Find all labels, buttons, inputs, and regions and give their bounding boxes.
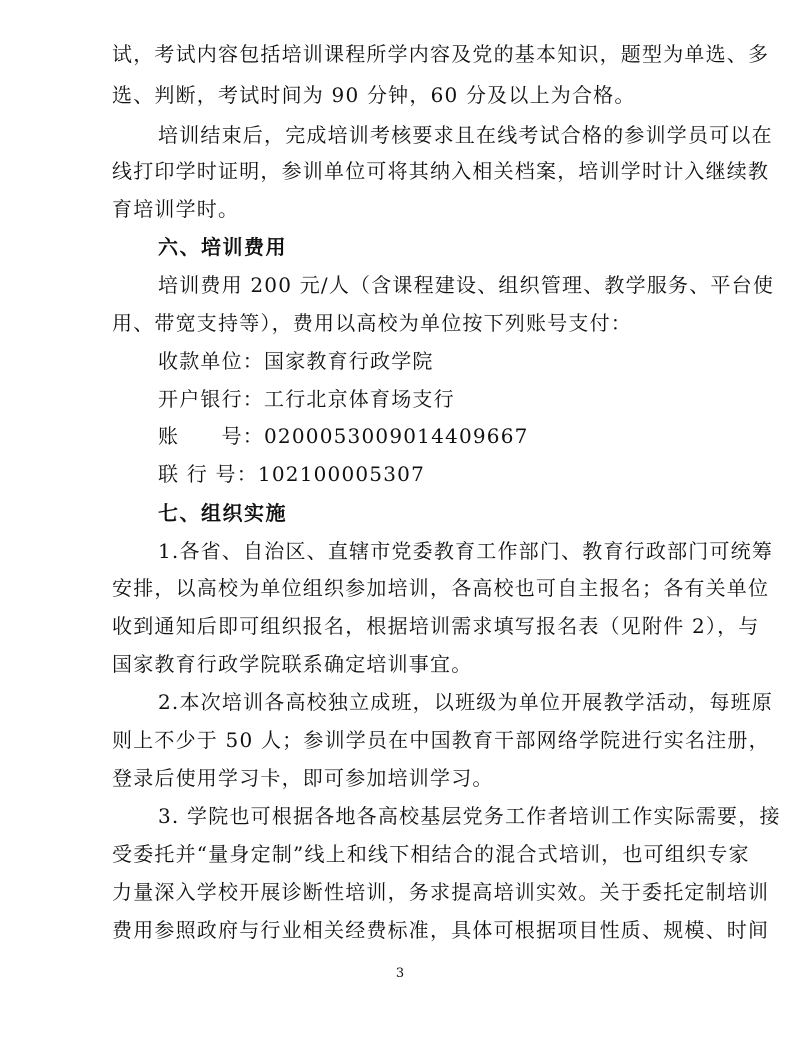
text-line: 用、带宽支持等），费用以高校为单位按下列账号支付： bbox=[112, 311, 632, 335]
paragraph-start-line: 2.本次培训各高校独立成班，以班级为单位开展教学活动，每班原 bbox=[158, 690, 774, 714]
text-line: 育培训学时。 bbox=[112, 197, 240, 221]
text-line: 线打印学时证明，参训单位可将其纳入相关档案，培训学时计入继续教 bbox=[112, 159, 770, 183]
text-line: 选、判断，考试时间为 90 分钟，60 分及以上为合格。 bbox=[112, 83, 636, 107]
text-line: 登录后使用学习卡，即可参加培训学习。 bbox=[112, 766, 494, 790]
text-line: 力量深入学校开展诊断性培训，务求提高培训实效。关于委托定制培训 bbox=[112, 880, 770, 904]
paragraph-start-line: 培训结束后，完成培训考核要求且在线考试合格的参训学员可以在 bbox=[158, 123, 773, 147]
payee-line: 收款单位：国家教育行政学院 bbox=[158, 349, 434, 373]
paragraph-start-line: 培训费用 200 元/人（含课程建设、组织管理、教学服务、平台使 bbox=[158, 273, 775, 297]
bank-code-line: 联 行 号：102100005307 bbox=[158, 462, 426, 486]
text-line: 国家教育行政学院联系确定培训事宜。 bbox=[112, 652, 473, 676]
text-line: 受委托并“量身定制”线上和线下相结合的混合式培训，也可组织专家 bbox=[112, 842, 750, 866]
text-line: 费用参照政府与行业相关经费标准，具体可根据项目性质、规模、时间 bbox=[112, 918, 770, 942]
text-line: 收到通知后即可组织报名，根据培训需求填写报名表（见附件 2），与 bbox=[112, 614, 760, 638]
text-line: 则上不少于 50 人；参训学员在中国教育干部网络学院进行实名注册， bbox=[112, 728, 770, 752]
section-heading-fees: 六、培训费用 bbox=[158, 235, 287, 259]
bank-line: 开户银行：工行北京体育场支行 bbox=[158, 387, 455, 411]
section-heading-implementation: 七、组织实施 bbox=[158, 501, 287, 525]
text-line: 安排，以高校为单位组织参加培训，各高校也可自主报名；各有关单位 bbox=[112, 576, 770, 600]
paragraph-start-line: 3. 学院也可根据各地各高校基层党务工作者培训工作实际需要，接 bbox=[158, 804, 781, 828]
account-number-line: 账 号：0200053009014409667 bbox=[158, 424, 529, 448]
page-number: 3 bbox=[395, 966, 405, 981]
paragraph-start-line: 1.各省、自治区、直辖市党委教育工作部门、教育行政部门可统筹 bbox=[158, 539, 774, 563]
text-line: 试，考试内容包括培训课程所学内容及党的基本知识，题型为单选、多 bbox=[112, 42, 770, 66]
